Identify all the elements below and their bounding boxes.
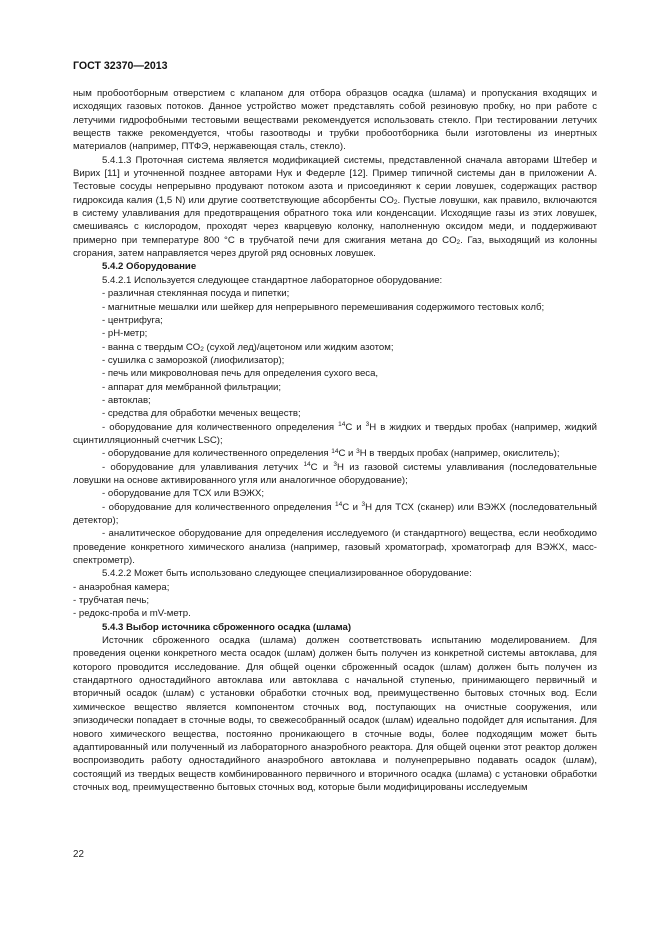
text-run: Н	[369, 421, 377, 433]
list-item-anaerobic-chamber: - анаэробная камера;	[73, 581, 170, 593]
paragraph-5-4-1-3	[73, 154, 597, 261]
list-item-tlc-hplc: - оборудование для ТСХ или ВЭЖХ;	[102, 488, 265, 500]
list-item-labeled-handling: - средства для обработки меченых веществ;	[102, 408, 301, 420]
superscript: 3	[365, 421, 370, 428]
paragraph-5-4-2-1: 5.4.2.1 Используется следующее стандартное лабораторное оборудование:	[102, 274, 443, 286]
list-item-oven: - печь или микроволновая печь для определения сухого веса,	[102, 368, 379, 380]
superscript: 14	[303, 461, 311, 469]
text-run: Н	[359, 448, 367, 460]
text-run: в твердых пробах (например, окислитель);	[366, 448, 560, 460]
text-run: в жидких и твердых пробах (например, жидкий сцинтилляционный счетчик LSC);	[73, 421, 597, 446]
paragraph-5-4-3: Источник сброженного осадка (шлама) должен соответствовать испытанию моделированием. Для проведения оценки конкретного места осадок (шлам) должен быть получен из конкретной системы автоклава, для которого проводится исследование. Для общей оценки сброженный осадок (шлам) должен быть получен из стандартного одностадийного автоклава или автоклава с начальной ступенью, принимающего первичный и вторичный осадок (шлам) с установки обработки сточных вод, преимущественно бытовых сточных вод. Если химическое вещество является компонентом сточных вод, поступающих на очистные сооружения, или эпизодически попадает в сточные воды, то свежесобранный осадок (шлам) идеально подойдет для испытания. Для нового химического вещества, постоянно проникающего в сточные воды, более подходящим может быть адаптированный или полученный из лабораторного анаэробного реактора. Для общей оценки этот реактор должен воспроизводить работу одностадийного анаэробного автоклава и полунепрерывно подавать осадок (шлам), состоящий из твердых веществ комбинированного первичного и вторичного осадка (шлама) с установки обработки сточных вод, преимущественно бытовых сточных вод, которые были модифицированы исследуемым	[73, 635, 597, 793]
text-run: из газовой системы улавливания (последовательные ловушки на основе активированного угля или аналогичное оборудование);	[73, 461, 598, 486]
text-run: . Пустые ловушки, как правило, включаются в систему улавливания для предотвращения обратного тока или конденсации. Исходящие газы из этих ловушек, смешиваясь с кислородом, проходят через кварцевую колонку, наполненную оксидом меди, и поддерживают примерно при температуре 800 °С в трубчатой печи для сжигания метана до CO	[73, 194, 597, 246]
list-item-scanner-detector	[73, 501, 597, 528]
text-run: С и	[342, 501, 362, 513]
superscript: 3	[333, 461, 338, 469]
text-run: 5.4.1.3 Проточная система является модификацией системы, представленной сначала авторами Штебер и Вирих [11] и уточненной позднее авторами Нук и Федерле [12]. Пример типичной системы дан в приложении А. Тестовые сосуды непрерывно продувают потоком азота и присоединяют к серии ловушек, содержащих раствор гидроксида калия (1,5 N) или другие соответствующие абсорбенты CO	[73, 154, 597, 206]
list-item-autoclave: - автоклав;	[102, 394, 151, 406]
page-number: 22	[73, 849, 84, 860]
text-run: С и	[345, 421, 366, 433]
superscript: 14	[335, 501, 343, 509]
text-run: С и	[338, 448, 357, 460]
list-item-membrane-filter: - аппарат для мембранной фильтрации;	[102, 381, 282, 393]
list-item-tube-furnace: - трубчатая печь;	[73, 595, 150, 607]
subscript: 2	[200, 346, 204, 354]
list-item-oxidizer	[73, 447, 597, 460]
list-item-lsc	[73, 421, 597, 448]
heading-5-4-3: 5.4.3 Выбор источника сброженного осадка (шлама)	[102, 621, 352, 633]
subscript: 2	[393, 199, 398, 207]
list-item-centrifuge: - центрифуга;	[102, 314, 163, 326]
list-item-analytical: - аналитическое оборудование для определения исследуемого (и стандартного) вещества, если необходимо проведение конкретного химического анализа (например, газовый хроматограф, хроматограф для ВЭЖХ, масс-спектрометр).	[73, 528, 597, 567]
text-run: Н	[365, 501, 372, 513]
list-item-redox-probe: - редокс-проба и mV-метр.	[73, 608, 191, 620]
text-run: (сухой лед)/ацетоном или жидким азотом;	[203, 341, 394, 353]
subscript: 2	[456, 239, 461, 247]
text-run: С и	[310, 461, 334, 473]
document-header: ГОСТ 32370—2013	[73, 60, 168, 72]
text-run: - оборудование для количественного определения	[102, 448, 332, 460]
paragraph-5-4-2-2: 5.4.2.2 Может быть использовано следующее специализированное оборудование:	[102, 568, 472, 580]
superscript: 3	[361, 501, 366, 509]
heading-5-4-2: 5.4.2 Оборудование	[102, 261, 197, 273]
text-run: - ванна с твердым CO	[102, 341, 201, 353]
list-item-freeze-dryer: - сушилка с заморозкой (лиофилизатор);	[102, 354, 285, 366]
paragraph-sampling-port: ным пробоотборным отверстием с клапаном для отбора образцов осадка (шлама) и пропускания входящих и исходящих газовых потоков. Данное устройство может представлять собой резиновую пробку, но при работе с летучими гидрофобными тестовыми веществами рекомендуется использовать стекло. При тестировании летучих веществ также рекомендуется, чтобы газоотводы и трубки пробоотборника были изготовлены из инертных материалов (например, ПТФЭ, нержавеющая сталь, стекло).	[73, 88, 597, 153]
superscript: 3	[356, 447, 360, 455]
list-item-stirrers: - магнитные мешалки или шейкер для непрерывного перемешивания содержимого тестовых колб;	[102, 301, 545, 313]
list-item-ph-meter: - рН-метр;	[102, 328, 148, 340]
list-item-volatile-trap	[73, 461, 597, 488]
superscript: 14	[338, 421, 346, 428]
text-run: для ТСХ (сканер) или ВЭЖХ (последовательный детектор);	[73, 501, 598, 526]
text-run: . Газ, выходящий из колонны сгорания, затем направляется через другой ряд основных ловушек.	[73, 234, 597, 260]
list-item-dry-ice-bath	[73, 341, 597, 354]
text-run: - оборудование для количественного определения	[102, 501, 336, 513]
superscript: 14	[331, 447, 339, 455]
text-run: - оборудование для количественного определения	[102, 421, 339, 433]
text-run: Н	[337, 461, 344, 473]
text-run: - оборудование для улавливания летучих	[102, 461, 304, 473]
list-item-glassware: - различная стеклянная посуда и пипетки;	[102, 288, 290, 300]
